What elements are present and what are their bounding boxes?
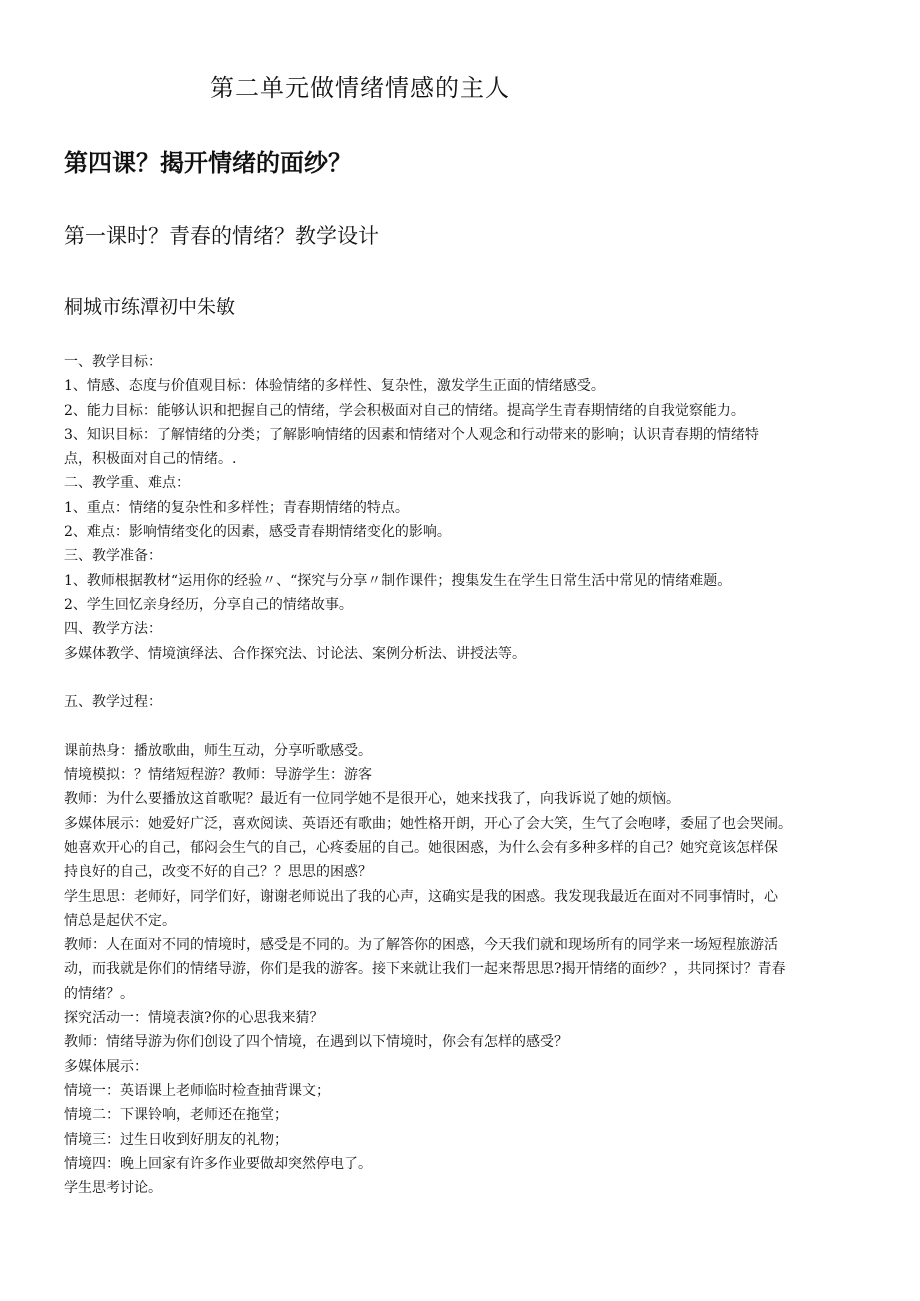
body-line: 1、教师根据教材“运用你的经验〃、“探究与分享〃制作课件；搜集发生在学生日常生活中常见的情绪难题。 — [64, 572, 732, 589]
process-line: 教师：人在面对不同的情境时，感受是不同的。为了解答你的困惑，今天我们就和现场所有的同学来一场短程旅游活 — [64, 937, 778, 954]
process-line: 学生思思：老师好，同学们好，谢谢老师说出了我的心声，这确实是我的困惑。我发现我最近在面对不同事情时，心 — [64, 888, 778, 905]
process-line: 情境二：下课铃响，老师还在拖堂； — [64, 1107, 288, 1124]
body-line: 多媒体教学、情境演绎法、合作探究法、讨论法、案例分析法、讲授法等。 — [64, 645, 526, 662]
body-line: 1、情感、态度与价值观目标：体验情绪的多样性、复杂性，激发学生正面的情绪感受。 — [64, 378, 605, 395]
body-line: 2、学生回忆亲身经历，分享自己的情绪故事。 — [64, 596, 353, 613]
body-line: 点，积极面对自己的情绪。. — [64, 451, 237, 468]
body-line: 3、知识目标：了解情绪的分类；了解影响情绪的因素和情绪对个人观念和行动带来的影响；认识青春期的情绪特 — [64, 426, 759, 443]
period-title: 第一课时？青春的情绪？教学设计 — [64, 224, 379, 248]
process-line: 多媒体展示：她爱好广泛，喜欢阅读、英语还有歌曲；她性格开朗，开心了会大笑，生气了会咆哮，委屈了也会哭闹。 — [64, 815, 792, 832]
body-line: 三、教学准备： — [64, 548, 162, 565]
process-line: 教师：情绪导游为你们创设了四个情境，在遇到以下情境时，你会有怎样的感受？ — [64, 1034, 568, 1051]
process-line: 情境模拟：？情绪短程游？教师：导游学生：游客 — [64, 767, 372, 784]
process-line: 情境一：英语课上老师临时检查抽背课文； — [64, 1082, 330, 1099]
body-line: 一、教学目标： — [64, 354, 162, 370]
process-line: 探究活动一：情境表演?你的心思我来猜？ — [64, 1010, 324, 1027]
process-line: 情总是起伏不定。 — [64, 912, 176, 929]
lesson-title: 第四课？揭开情绪的面纱？ — [64, 148, 352, 177]
process-line: 情境三：过生日收到好朋友的礼物； — [64, 1131, 288, 1148]
process-line: 动，而我就是你们的情绪导游，你们是我的游客。接下来就让我们一起来帮思思?揭开情绪的面纱？，共同探讨？青春 — [64, 961, 786, 978]
body-text — [64, 350, 864, 1200]
process-line: 情境四：晚上回家有许多作业要做却突然停电了。 — [64, 1155, 372, 1172]
process-line: 学生思考讨论。 — [64, 1180, 162, 1197]
author-line: 桐城市练潭初中朱敏 — [64, 296, 236, 318]
body-line: 二、教学重、难点： — [64, 475, 190, 492]
process-line: 课前热身：播放歌曲，师生互动，分享听歌感受。 — [64, 742, 372, 759]
process-line: 她喜欢开心的自己，郁闷会生气的自己，心疼委屈的自己。她很困惑，为什么会有多种多样的自己？她究竟该怎样保 — [64, 839, 778, 856]
body-line: 2、难点：影响情绪变化的因素，感受青春期情绪变化的影响。 — [64, 524, 451, 541]
body-line: 1、重点：情绪的复杂性和多样性；青春期情绪的特点。 — [64, 499, 409, 516]
process-line: 的情绪？。 — [64, 985, 134, 1002]
blank-line — [64, 714, 864, 738]
body-line: 2、能力目标：能够认识和把握自己的情绪，学会积极面对自己的情绪。提高学生青春期情绪的自我觉察能力。 — [64, 402, 745, 419]
process-line: 持良好的自己，改变不好的自己？？思思的困惑？ — [64, 864, 372, 881]
unit-title: 第二单元做情绪情感的主人 — [210, 74, 510, 102]
process-line: 教师：为什么要播放这首歌呢？最近有一位同学她不是很开心，她来找我了，向我诉说了她的烦恼。 — [64, 791, 680, 808]
process-line: 多媒体展示： — [64, 1058, 148, 1075]
process-heading: 五、教学过程： — [64, 694, 162, 711]
blank-line — [64, 666, 864, 690]
body-line: 四、教学方法： — [64, 621, 162, 638]
